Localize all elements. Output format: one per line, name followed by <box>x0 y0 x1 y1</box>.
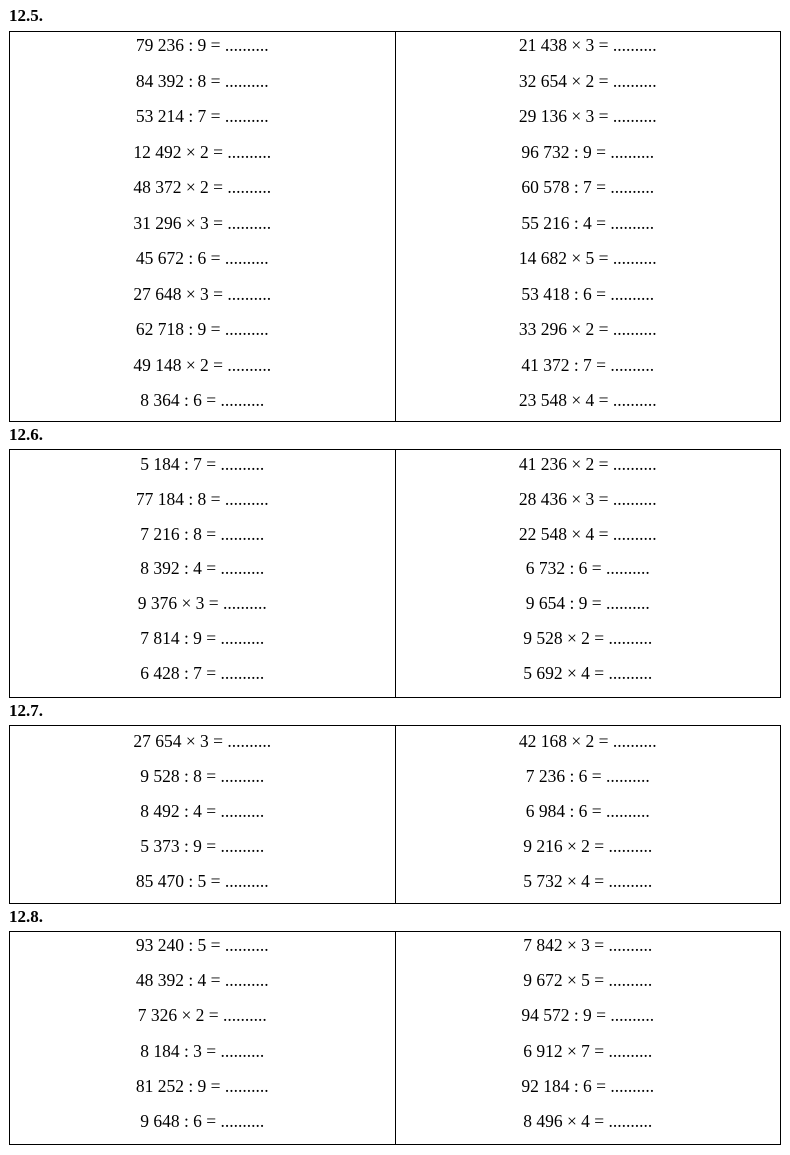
problem: 42 168 × 2 = .......... <box>518 731 657 751</box>
problem: 27 648 × 3 = .......... <box>133 283 272 304</box>
problem: 48 372 × 2 = .......... <box>133 177 272 197</box>
problem: 5 373 : 9 = .......... <box>140 836 265 856</box>
problem: 8 392 : 4 = .......... <box>140 558 265 579</box>
problem: 41 236 × 2 = .......... <box>518 454 657 474</box>
problem: 81 252 : 9 = .......... <box>135 1075 269 1096</box>
problem: 22 548 × 4 = .......... <box>518 523 657 544</box>
exercise-box <box>9 931 781 1145</box>
problem: 6 912 × 7 = .......... <box>523 1040 653 1061</box>
problem: 9 376 × 3 = .......... <box>137 593 267 614</box>
exercise-label: 12.5. <box>9 6 43 25</box>
problem: 5 692 × 4 = .......... <box>523 662 653 683</box>
problem: 7 216 : 8 = .......... <box>140 523 265 544</box>
problem: 9 672 × 5 = .......... <box>523 970 653 991</box>
right-column <box>395 726 781 903</box>
exercise-label: 12.7. <box>9 701 43 720</box>
problem: 28 436 × 3 = .......... <box>518 488 657 509</box>
problem: 41 372 : 7 = .......... <box>521 354 655 375</box>
problem: 6 984 : 6 = .......... <box>525 801 650 821</box>
problem: 8 184 : 3 = .......... <box>140 1040 265 1061</box>
problem: 55 216 : 4 = .......... <box>521 212 655 233</box>
problem: 32 654 × 2 = .......... <box>518 70 657 91</box>
problem: 9 648 : 6 = .......... <box>140 1110 265 1131</box>
problem: 62 718 : 9 = .......... <box>135 319 269 339</box>
problem: 7 842 × 3 = .......... <box>523 935 653 955</box>
problem: 31 296 × 3 = .......... <box>133 212 272 233</box>
problem: 96 732 : 9 = .......... <box>521 141 655 162</box>
exercise-box <box>9 725 781 904</box>
problem: 79 236 : 9 = .......... <box>135 35 269 55</box>
problem: 84 392 : 8 = .......... <box>135 70 269 91</box>
problem: 33 296 × 2 = .......... <box>518 319 657 339</box>
problem: 45 672 : 6 = .......... <box>135 248 269 268</box>
problem: 77 184 : 8 = .......... <box>135 488 269 509</box>
problem: 7 814 : 9 = .......... <box>140 628 265 649</box>
exercise-box <box>9 449 781 698</box>
problem: 53 214 : 7 = .......... <box>135 106 269 126</box>
problem: 49 148 × 2 = .......... <box>133 354 272 375</box>
problem: 53 418 : 6 = .......... <box>521 283 655 304</box>
problem: 85 470 : 5 = .......... <box>135 871 269 891</box>
problem: 27 654 × 3 = .......... <box>133 731 272 751</box>
problem: 93 240 : 5 = .......... <box>135 935 269 955</box>
problem: 8 492 : 4 = .......... <box>140 801 265 821</box>
left-column <box>10 32 395 421</box>
exercise-label: 12.6. <box>9 425 43 444</box>
problem: 9 528 : 8 = .......... <box>140 766 265 786</box>
problem: 21 438 × 3 = .......... <box>518 35 657 55</box>
right-column <box>395 450 781 697</box>
problem: 5 732 × 4 = .......... <box>523 871 653 891</box>
left-column <box>10 450 395 697</box>
exercise-label: 12.8. <box>9 907 43 926</box>
problem: 60 578 : 7 = .......... <box>521 177 655 197</box>
problem: 94 572 : 9 = .......... <box>521 1005 655 1026</box>
problem: 8 496 × 4 = .......... <box>523 1110 653 1131</box>
right-column <box>395 932 781 1144</box>
problem: 6 428 : 7 = .......... <box>140 662 265 683</box>
problem: 8 364 : 6 = .......... <box>140 390 265 410</box>
left-column <box>10 932 395 1144</box>
problem: 23 548 × 4 = .......... <box>518 390 657 410</box>
problem: 92 184 : 6 = .......... <box>521 1075 655 1096</box>
right-column <box>395 32 781 421</box>
exercise-box <box>9 31 781 422</box>
left-column <box>10 726 395 903</box>
problem: 7 236 : 6 = .......... <box>525 766 650 786</box>
problem: 29 136 × 3 = .......... <box>518 106 657 126</box>
problem: 48 392 : 4 = .......... <box>135 970 269 991</box>
problem: 12 492 × 2 = .......... <box>133 141 272 162</box>
problem: 6 732 : 6 = .......... <box>525 558 650 579</box>
problem: 7 326 × 2 = .......... <box>137 1005 267 1026</box>
problem: 14 682 × 5 = .......... <box>518 248 657 268</box>
problem: 9 216 × 2 = .......... <box>523 836 653 856</box>
problem: 5 184 : 7 = .......... <box>140 454 265 474</box>
problem: 9 654 : 9 = .......... <box>525 593 650 614</box>
problem: 9 528 × 2 = .......... <box>523 628 653 649</box>
